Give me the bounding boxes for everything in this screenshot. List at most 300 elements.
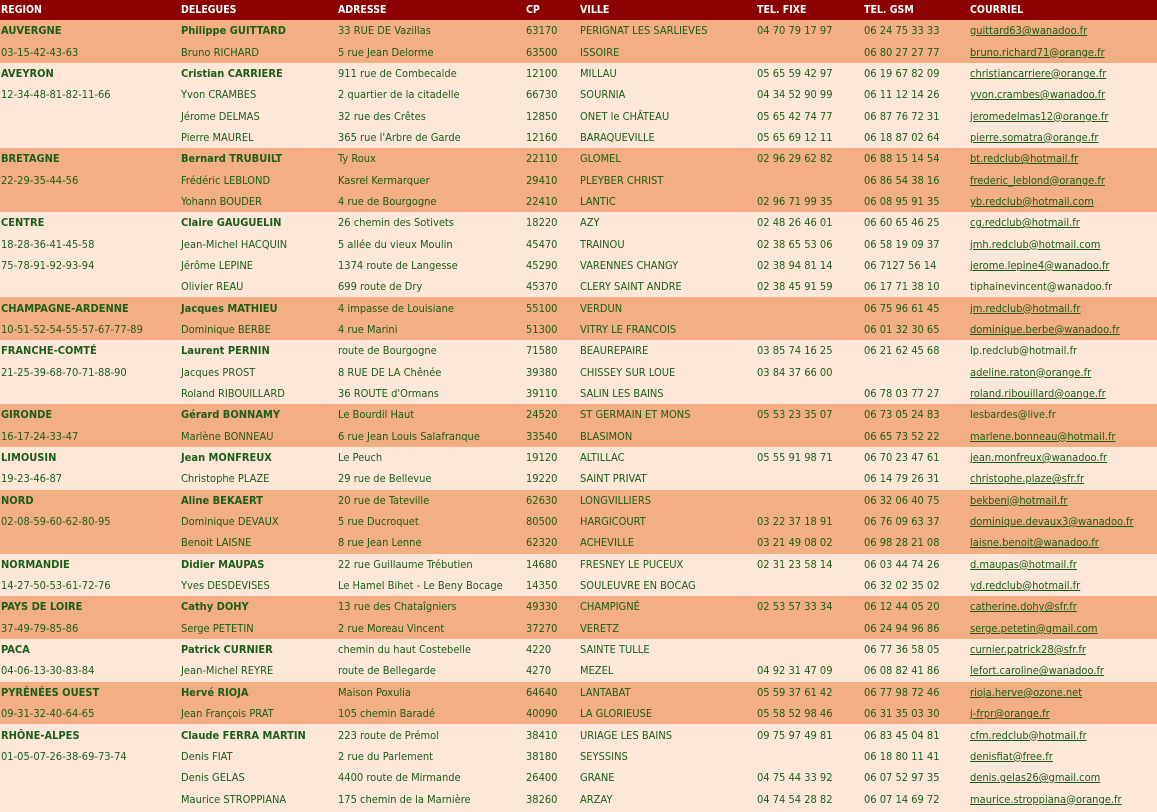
postal-code: 14680 — [525, 554, 579, 575]
address: 223 route de Prémol — [337, 724, 525, 745]
region-name: AUVERGNE — [0, 20, 180, 41]
empty-cell — [0, 532, 180, 553]
city: MILLAU — [579, 63, 756, 84]
email[interactable]: cfm.redclub@hotmail.fr — [969, 724, 1157, 745]
city: LANTABAT — [579, 682, 756, 703]
postal-code: 12850 — [525, 105, 579, 126]
postal-code: 39380 — [525, 362, 579, 383]
delegate-name: Olivier REAU — [180, 276, 337, 297]
region-group — [0, 724, 1157, 809]
delegate-name: Jean MONFREUX — [180, 447, 337, 468]
mobile: 06 24 75 33 33 — [863, 20, 969, 41]
region-group — [0, 148, 1157, 212]
mobile: 06 73 05 24 83 — [863, 404, 969, 425]
landline: 05 65 59 42 97 — [756, 63, 863, 84]
postal-code: 38410 — [525, 724, 579, 745]
table-row — [0, 127, 1157, 148]
city: BEAUREPAIRE — [579, 340, 756, 361]
col-header-ville: VILLE — [579, 0, 756, 20]
table-row — [0, 84, 1157, 105]
city: SAINTE TULLE — [579, 639, 756, 660]
mobile: 06 12 44 05 20 — [863, 596, 969, 617]
city: PLEYBER CHRIST — [579, 169, 756, 190]
mobile: 06 70 23 47 61 — [863, 447, 969, 468]
mobile: 06 77 98 72 46 — [863, 682, 969, 703]
email[interactable]: bruno.richard71@orange.fr — [969, 41, 1157, 62]
city: ARZAY — [579, 788, 756, 809]
col-header-region: REGION — [0, 0, 180, 20]
mobile — [863, 362, 969, 383]
city: CLERY SAINT ANDRE — [579, 276, 756, 297]
city: ALTILLAC — [579, 447, 756, 468]
landline: 03 21 49 08 02 — [756, 532, 863, 553]
postal-code: 51300 — [525, 319, 579, 340]
table-row — [0, 255, 1157, 276]
region-department-codes: 12-34-48-81-82-11-66 — [0, 84, 180, 105]
city: CHISSEY SUR LOUE — [579, 362, 756, 383]
mobile: 06 19 67 82 09 — [863, 63, 969, 84]
region-department-codes: 02-08-59-60-62-80-95 — [0, 511, 180, 532]
delegate-name: Jacques PROST — [180, 362, 337, 383]
delegate-name: Jérôme LEPINE — [180, 255, 337, 276]
delegate-name: Dominique BERBE — [180, 319, 337, 340]
delegate-name: Marlène BONNEAU — [180, 426, 337, 447]
email[interactable]: j-frpr@orange.fr — [969, 703, 1157, 724]
address: 2 rue Moreau Vincent — [337, 618, 525, 639]
email[interactable]: roland.ribouillard@oange.fr — [969, 383, 1157, 404]
landline: 05 59 37 61 42 — [756, 682, 863, 703]
city: ACHEVILLE — [579, 532, 756, 553]
table-row — [0, 191, 1157, 212]
table-row — [0, 788, 1157, 809]
mobile: 06 88 15 14 54 — [863, 148, 969, 169]
postal-code: 62320 — [525, 532, 579, 553]
email[interactable]: lefort.caroline@wanadoo.fr — [969, 660, 1157, 681]
city: SEYSSINS — [579, 746, 756, 767]
city: VERETZ — [579, 618, 756, 639]
postal-code: 29410 — [525, 169, 579, 190]
city: MEZEL — [579, 660, 756, 681]
delegate-name: Didier MAUPAS — [180, 554, 337, 575]
address: 26 chemin des Sotivets — [337, 212, 525, 233]
city: LANTIC — [579, 191, 756, 212]
city: URIAGE LES BAINS — [579, 724, 756, 745]
email[interactable]: maurice.stroppiana@orange.fr — [969, 788, 1157, 809]
delegate-name: Serge PETETIN — [180, 618, 337, 639]
mobile: 06 77 36 58 05 — [863, 639, 969, 660]
email[interactable]: christophe.plaze@sfr.fr — [969, 468, 1157, 489]
delegate-name: Claire GAUGUELIN — [180, 212, 337, 233]
postal-code: 19120 — [525, 447, 579, 468]
region-group — [0, 404, 1157, 447]
email[interactable]: dominique.devaux3@wanadoo.fr — [969, 511, 1157, 532]
delegate-name: Denis FIAT — [180, 746, 337, 767]
address: 6 rue Jean Louis Salafranque — [337, 426, 525, 447]
landline: 02 31 23 58 14 — [756, 554, 863, 575]
region-name: PYRÉNÉES OUEST — [0, 682, 180, 703]
delegate-name: Christophe PLAZE — [180, 468, 337, 489]
delegate-name: Cathy DOHY — [180, 596, 337, 617]
table-row — [0, 660, 1157, 681]
col-header-courriel: COURRIEL — [969, 0, 1157, 20]
address: 4 impasse de Louisiane — [337, 297, 525, 318]
email[interactable]: serge.petetin@gmail.com — [969, 618, 1157, 639]
region-name: GIRONDE — [0, 404, 180, 425]
email[interactable]: d.maupas@hotmail.fr — [969, 554, 1157, 575]
table-row — [0, 618, 1157, 639]
region-department-codes: 19-23-46-87 — [0, 468, 180, 489]
landline: 02 96 71 99 35 — [756, 191, 863, 212]
region-department-codes: 16-17-24-33-47 — [0, 426, 180, 447]
city: GLOMEL — [579, 148, 756, 169]
region-group — [0, 682, 1157, 725]
city: HARGICOURT — [579, 511, 756, 532]
empty-cell — [0, 276, 180, 297]
postal-code: 45470 — [525, 233, 579, 254]
delegate-name: Laurent PERNIN — [180, 340, 337, 361]
landline: 02 48 26 46 01 — [756, 212, 863, 233]
mobile: 06 32 06 40 75 — [863, 490, 969, 511]
email[interactable]: jean.monfreux@wanadoo.fr — [969, 447, 1157, 468]
mobile: 06 75 96 61 45 — [863, 297, 969, 318]
empty-cell — [0, 767, 180, 788]
delegate-name: Patrick CURNIER — [180, 639, 337, 660]
postal-code: 22110 — [525, 148, 579, 169]
mobile: 06 58 19 09 37 — [863, 233, 969, 254]
region-group — [0, 447, 1157, 490]
landline: 04 34 52 90 99 — [756, 84, 863, 105]
postal-code: 45370 — [525, 276, 579, 297]
table-row — [0, 63, 1157, 84]
postal-code: 55100 — [525, 297, 579, 318]
mobile: 06 17 71 38 10 — [863, 276, 969, 297]
table-row — [0, 20, 1157, 41]
delegate-name: Bruno RICHARD — [180, 41, 337, 62]
email[interactable]: lp.redclub@hotmail.fr — [969, 340, 1157, 361]
postal-code: 38260 — [525, 788, 579, 809]
address: Le Bourdil Haut — [337, 404, 525, 425]
table-row — [0, 383, 1157, 404]
delegate-name: Maurice STROPPIANA — [180, 788, 337, 809]
mobile: 06 18 80 11 41 — [863, 746, 969, 767]
email[interactable]: catherine.dohy@sfr.fr — [969, 596, 1157, 617]
table-row — [0, 212, 1157, 233]
email[interactable]: laisne.benoit@wanadoo.fr — [969, 532, 1157, 553]
region-department-codes: 37-49-79-85-86 — [0, 618, 180, 639]
delegate-name: Roland RIBOUILLARD — [180, 383, 337, 404]
address: Ty Roux — [337, 148, 525, 169]
landline: 05 65 69 12 11 — [756, 127, 863, 148]
mobile: 06 08 95 91 35 — [863, 191, 969, 212]
mobile: 06 03 44 74 26 — [863, 554, 969, 575]
table-row — [0, 703, 1157, 724]
table-row — [0, 148, 1157, 169]
table-row — [0, 426, 1157, 447]
delegate-name: Frédéric LEBLOND — [180, 169, 337, 190]
mobile: 06 87 76 72 31 — [863, 105, 969, 126]
address: Maison Poxulia — [337, 682, 525, 703]
table-row — [0, 362, 1157, 383]
region-group — [0, 340, 1157, 404]
delegate-name: Denis GELAS — [180, 767, 337, 788]
table-row — [0, 511, 1157, 532]
landline: 02 38 94 81 14 — [756, 255, 863, 276]
postal-code: 37270 — [525, 618, 579, 639]
city: FRESNEY LE PUCEUX — [579, 554, 756, 575]
table-row — [0, 297, 1157, 318]
landline: 02 38 45 91 59 — [756, 276, 863, 297]
postal-code: 4220 — [525, 639, 579, 660]
postal-code: 71580 — [525, 340, 579, 361]
city: CHAMPIGNÉ — [579, 596, 756, 617]
email[interactable]: pierre.somatra@orange.fr — [969, 127, 1157, 148]
city: SOURNIA — [579, 84, 756, 105]
landline — [756, 297, 863, 318]
region-group — [0, 212, 1157, 297]
address: 5 rue Jean Delorme — [337, 41, 525, 62]
region-name: CENTRE — [0, 212, 180, 233]
address: 1374 route de Langesse — [337, 255, 525, 276]
mobile: 06 80 27 27 77 — [863, 41, 969, 62]
table-row — [0, 682, 1157, 703]
delegate-name: Yvon CRAMBES — [180, 84, 337, 105]
landline: 04 74 54 28 82 — [756, 788, 863, 809]
email[interactable]: adeline.raton@orange.fr — [969, 362, 1157, 383]
email[interactable]: curnier.patrick28@sfr.fr — [969, 639, 1157, 660]
landline: 05 55 91 98 71 — [756, 447, 863, 468]
region-group — [0, 596, 1157, 639]
address: 4 rue Marini — [337, 319, 525, 340]
region-group — [0, 490, 1157, 554]
postal-code: 66730 — [525, 84, 579, 105]
empty-cell — [0, 788, 180, 809]
region-department-codes: 14-27-50-53-61-72-76 — [0, 575, 180, 596]
delegate-name: Gérard BONNAMY — [180, 404, 337, 425]
mobile: 06 18 87 02 64 — [863, 127, 969, 148]
email[interactable]: rioja.herve@ozone.net — [969, 682, 1157, 703]
mobile: 06 86 54 38 16 — [863, 169, 969, 190]
city: VITRY LE FRANCOIS — [579, 319, 756, 340]
address: 911 rue de Combecalde — [337, 63, 525, 84]
delegate-name: Yohann BOUDER — [180, 191, 337, 212]
mobile: 06 65 73 52 22 — [863, 426, 969, 447]
address: 22 rue Guillaume Trébutien — [337, 554, 525, 575]
delegate-name: Yves DESDEVISES — [180, 575, 337, 596]
postal-code: 45290 — [525, 255, 579, 276]
landline: 04 92 31 47 09 — [756, 660, 863, 681]
address: 4400 route de Mirmande — [337, 767, 525, 788]
email[interactable]: jeromedelmas12@orange.fr — [969, 105, 1157, 126]
region-name: NORMANDIE — [0, 554, 180, 575]
postal-code: 4270 — [525, 660, 579, 681]
address: Le Hamel Bihet - Le Beny Bocage — [337, 575, 525, 596]
email[interactable]: frederic_leblond@orange.fr — [969, 169, 1157, 190]
region-department-codes: 75-78-91-92-93-94 — [0, 255, 180, 276]
address: 13 rue des Chataîgniers — [337, 596, 525, 617]
email[interactable]: yd.redclub@hotmail.fr — [969, 575, 1157, 596]
region-department-codes: 09-31-32-40-64-65 — [0, 703, 180, 724]
table-row — [0, 169, 1157, 190]
postal-code: 49330 — [525, 596, 579, 617]
email[interactable]: jmh.redclub@hotmail.com — [969, 233, 1157, 254]
col-header-tel-fixe: TEL. FIXE — [756, 0, 863, 20]
region-department-codes: 03-15-42-43-63 — [0, 41, 180, 62]
landline — [756, 169, 863, 190]
email[interactable]: yb.redclub@hotmail.com — [969, 191, 1157, 212]
email[interactable]: cg.redclub@hotmail.fr — [969, 212, 1157, 233]
mobile: 06 78 03 77 27 — [863, 383, 969, 404]
email[interactable]: tiphainevincent@wanadoo.fr — [969, 276, 1157, 297]
email[interactable]: jm.redclub@hotmail.fr — [969, 297, 1157, 318]
email[interactable]: bt.redclub@hotmail.fr — [969, 148, 1157, 169]
address: 36 ROUTE d'Ormans — [337, 383, 525, 404]
delegate-name: Dominique DEVAUX — [180, 511, 337, 532]
mobile: 06 07 14 69 72 — [863, 788, 969, 809]
address: route de Bellegarde — [337, 660, 525, 681]
address: 20 rue de Tateville — [337, 490, 525, 511]
delegate-name: Hervé RIOJA — [180, 682, 337, 703]
email[interactable]: denisfiat@free.fr — [969, 746, 1157, 767]
city: ONET le CHÂTEAU — [579, 105, 756, 126]
email[interactable]: jerome.lepine4@wanadoo.fr — [969, 255, 1157, 276]
email[interactable]: lesbardes@live.fr — [969, 404, 1157, 425]
mobile: 06 14 79 26 31 — [863, 468, 969, 489]
mobile: 06 60 65 46 25 — [863, 212, 969, 233]
delegate-name: Claude FERRA MARTIN — [180, 724, 337, 745]
empty-cell — [0, 105, 180, 126]
postal-code: 39110 — [525, 383, 579, 404]
city: PERIGNAT LES SARLIEVES — [579, 20, 756, 41]
landline: 02 38 65 53 06 — [756, 233, 863, 254]
region-department-codes: 04-06-13-30-83-84 — [0, 660, 180, 681]
region-department-codes: 10-51-52-54-55-57-67-77-89 — [0, 319, 180, 340]
table-row — [0, 447, 1157, 468]
region-name: AVEYRON — [0, 63, 180, 84]
region-name: BRETAGNE — [0, 148, 180, 169]
mobile: 06 01 32 30 65 — [863, 319, 969, 340]
mobile: 06 21 62 45 68 — [863, 340, 969, 361]
landline: 05 58 52 98 46 — [756, 703, 863, 724]
postal-code: 63500 — [525, 41, 579, 62]
table-row — [0, 532, 1157, 553]
postal-code: 38180 — [525, 746, 579, 767]
region-department-codes: 01-05-07-26-38-69-73-74 — [0, 746, 180, 767]
postal-code: 22410 — [525, 191, 579, 212]
empty-cell — [0, 191, 180, 212]
postal-code: 14350 — [525, 575, 579, 596]
email[interactable]: marlene.bonneau@hotmail.fr — [969, 426, 1157, 447]
table-row — [0, 596, 1157, 617]
region-name: LIMOUSIN — [0, 447, 180, 468]
col-header-delegues: DELEGUES — [180, 0, 337, 20]
email[interactable]: bekbenj@hotmail.fr — [969, 490, 1157, 511]
delegate-name: Cristian CARRIERE — [180, 63, 337, 84]
mobile: 06 7127 56 14 — [863, 255, 969, 276]
region-department-codes: 18-28-36-41-45-58 — [0, 233, 180, 254]
region-department-codes: 22-29-35-44-56 — [0, 169, 180, 190]
mobile: 06 83 45 04 81 — [863, 724, 969, 745]
postal-code: 64640 — [525, 682, 579, 703]
landline: 02 96 29 62 82 — [756, 148, 863, 169]
email[interactable]: dominique.berbe@wanadoo.fr — [969, 319, 1157, 340]
col-header-cp: CP — [525, 0, 579, 20]
table-row — [0, 490, 1157, 511]
email[interactable]: denis.gelas26@gmail.com — [969, 767, 1157, 788]
address: 32 rue des Crêtes — [337, 105, 525, 126]
region-name: RHÔNE-ALPES — [0, 724, 180, 745]
region-name: FRANCHE-COMTÉ — [0, 340, 180, 361]
empty-cell — [0, 383, 180, 404]
address: 5 allée du vieux Moulin — [337, 233, 525, 254]
city: VARENNES CHANGY — [579, 255, 756, 276]
address: 699 route de Dry — [337, 276, 525, 297]
email[interactable]: yvon.crambes@wanadoo.fr — [969, 84, 1157, 105]
city: BARAQUEVILLE — [579, 127, 756, 148]
mobile: 06 08 82 41 86 — [863, 660, 969, 681]
table-row — [0, 41, 1157, 62]
landline: 03 22 37 18 91 — [756, 511, 863, 532]
region-name: PACA — [0, 639, 180, 660]
postal-code: 12100 — [525, 63, 579, 84]
delegate-name: Pierre MAUREL — [180, 127, 337, 148]
city: SALIN LES BAINS — [579, 383, 756, 404]
city: LA GLORIEUSE — [579, 703, 756, 724]
mobile: 06 98 28 21 08 — [863, 532, 969, 553]
address: 4 rue de Bourgogne — [337, 191, 525, 212]
mobile: 06 24 94 96 86 — [863, 618, 969, 639]
email[interactable]: guittard63@wanadoo.fr — [969, 20, 1157, 41]
postal-code: 18220 — [525, 212, 579, 233]
table-row — [0, 340, 1157, 361]
table-row — [0, 746, 1157, 767]
address: 8 rue Jean Lenne — [337, 532, 525, 553]
mobile: 06 07 52 97 35 — [863, 767, 969, 788]
landline: 02 53 57 33 34 — [756, 596, 863, 617]
address: 175 chemin de la Marnière — [337, 788, 525, 809]
landline: 04 75 44 33 92 — [756, 767, 863, 788]
region-group — [0, 554, 1157, 597]
postal-code: 33540 — [525, 426, 579, 447]
address: 105 chemin Baradé — [337, 703, 525, 724]
address: Le Peuch — [337, 447, 525, 468]
table-row — [0, 468, 1157, 489]
mobile: 06 76 09 63 37 — [863, 511, 969, 532]
table-row — [0, 404, 1157, 425]
postal-code: 26400 — [525, 767, 579, 788]
region-name: CHAMPAGNE-ARDENNE — [0, 297, 180, 318]
email[interactable]: christiancarriere@orange.fr — [969, 63, 1157, 84]
city: GRANE — [579, 767, 756, 788]
postal-code: 62630 — [525, 490, 579, 511]
address: 2 quartier de la citadelle — [337, 84, 525, 105]
table-row — [0, 724, 1157, 745]
city: SOULEUVRE EN BOCAG — [579, 575, 756, 596]
landline — [756, 490, 863, 511]
header-row — [0, 0, 1157, 20]
region-name: NORD — [0, 490, 180, 511]
address: 29 rue de Bellevue — [337, 468, 525, 489]
landline: 03 84 37 66 00 — [756, 362, 863, 383]
table-row — [0, 554, 1157, 575]
postal-code: 63170 — [525, 20, 579, 41]
address: 33 RUE DE Vazillas — [337, 20, 525, 41]
address: 365 rue l'Arbre de Garde — [337, 127, 525, 148]
table-row — [0, 767, 1157, 788]
address: 5 rue Ducroquet — [337, 511, 525, 532]
landline — [756, 41, 863, 62]
city: ISSOIRE — [579, 41, 756, 62]
city: SAINT PRIVAT — [579, 468, 756, 489]
